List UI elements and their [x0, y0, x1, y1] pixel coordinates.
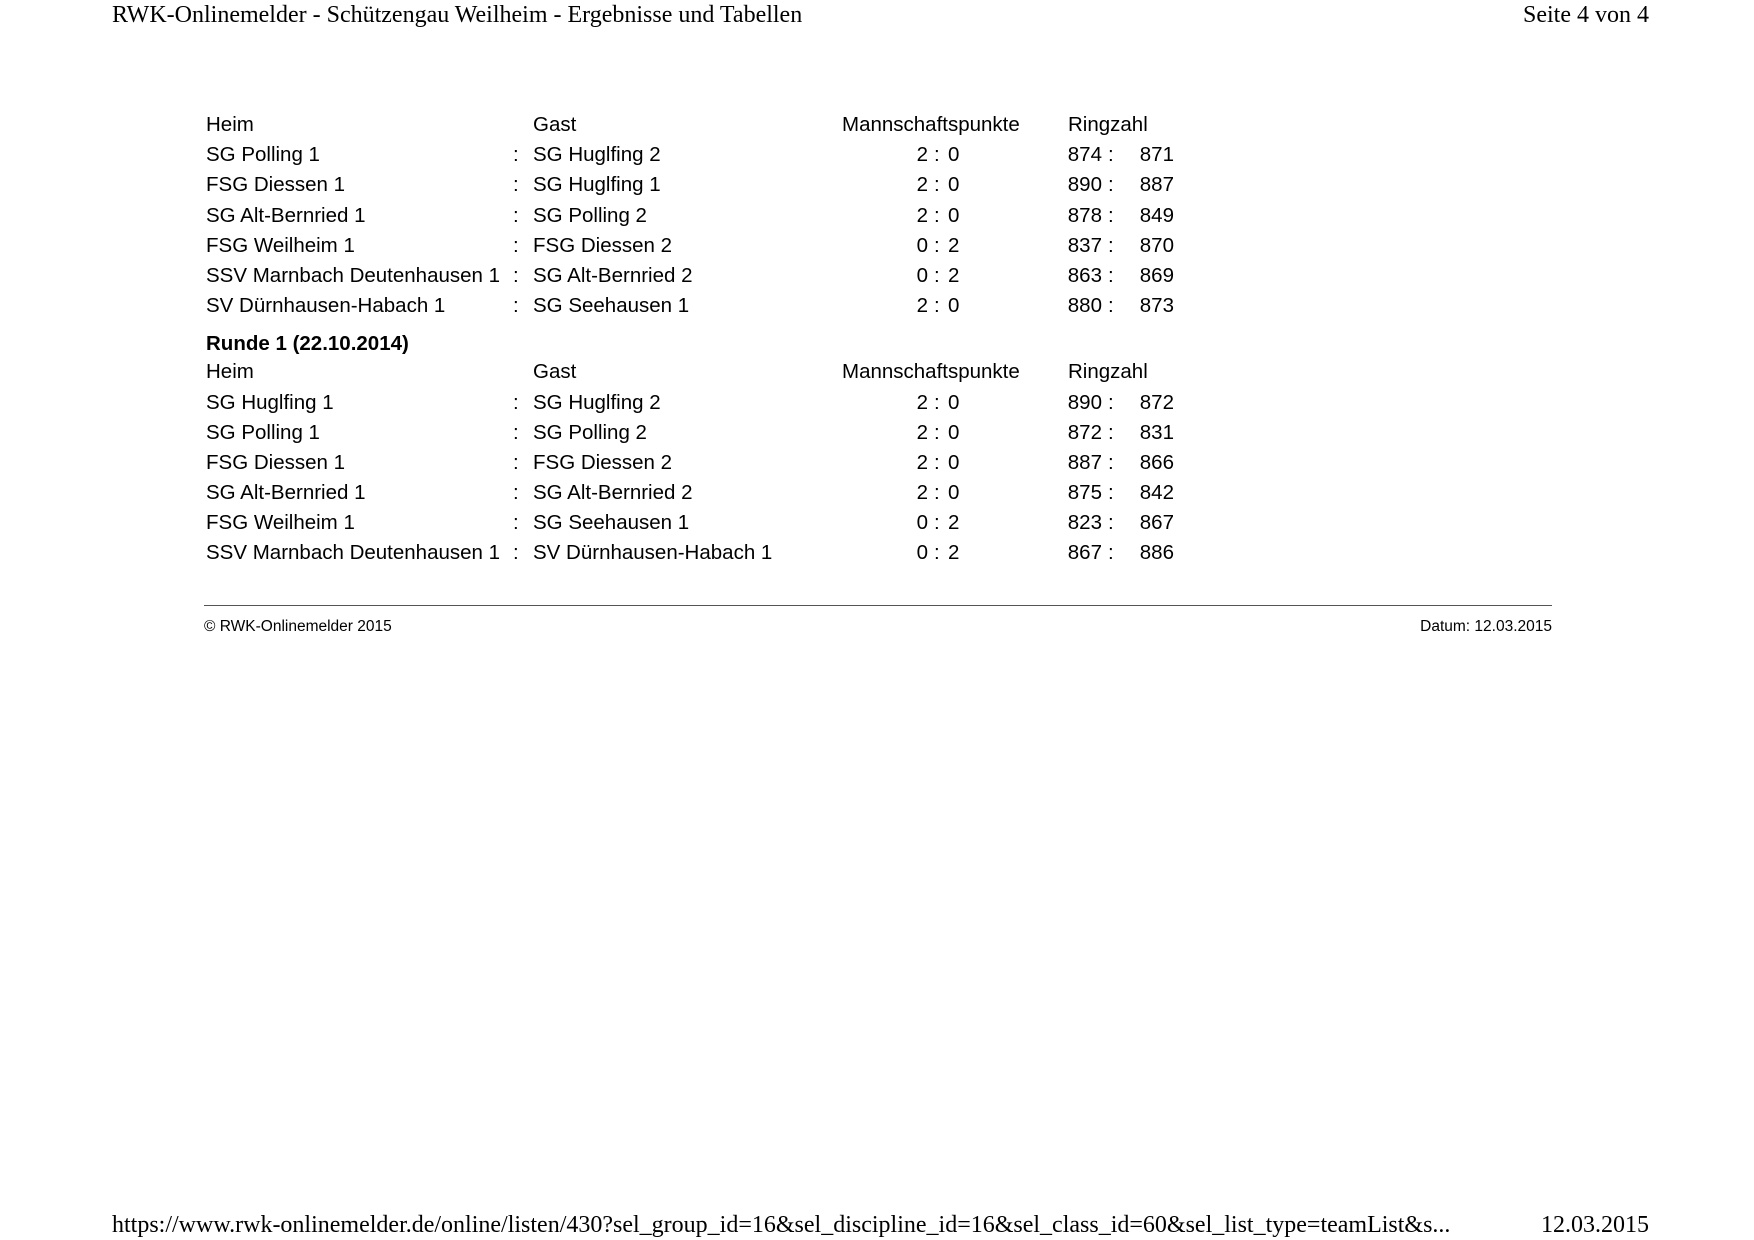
gast-team: SG Polling 2 — [533, 203, 647, 227]
match-row — [206, 291, 1206, 321]
mannschaftspunkte-gast: 2 — [948, 263, 960, 287]
mannschaftspunkte-heim: 2 — [916, 143, 928, 167]
ringzahl-heim: 823 — [1067, 511, 1102, 535]
match-separator: : — [513, 143, 519, 167]
mannschaftspunkte-gast: 0 — [948, 294, 960, 318]
match-separator: : — [513, 173, 519, 197]
ringzahl-heim: 872 — [1067, 420, 1102, 444]
round-1-title: Runde 1 (22.10.2014) — [206, 332, 409, 356]
match-separator: : — [513, 511, 519, 535]
match-row — [206, 478, 1206, 508]
mannschaftspunkte-gast: 0 — [948, 481, 960, 505]
mannschaftspunkte-heim: 0 — [916, 233, 928, 257]
print-footer-date: 12.03.2015 — [1541, 1212, 1649, 1238]
match-separator: : — [513, 390, 519, 414]
match-row — [206, 140, 1206, 170]
ringzahl-separator: : — [1108, 233, 1114, 257]
match-row — [206, 231, 1206, 261]
mannschaftspunkte-gast: 0 — [948, 450, 960, 474]
mannschaftspunkte-heim: 2 — [916, 173, 928, 197]
mannschaftspunkte-gast: 0 — [948, 143, 960, 167]
mannschaftspunkte-separator: : — [934, 450, 940, 474]
mannschaftspunkte-separator: : — [934, 294, 940, 318]
mannschaftspunkte-heim: 0 — [916, 541, 928, 565]
mannschaftspunkte-gast: 2 — [948, 541, 960, 565]
ringzahl-gast: 887 — [1139, 173, 1174, 197]
ringzahl-heim: 875 — [1067, 481, 1102, 505]
heim-team: SSV Marnbach Deutenhausen 1 — [206, 541, 501, 565]
mannschaftspunkte-separator: : — [934, 511, 940, 535]
print-header-page-number: Seite 4 von 4 — [1523, 2, 1649, 28]
heim-team: FSG Diessen 1 — [206, 173, 345, 197]
gast-team: SV Dürnhausen-Habach 1 — [533, 541, 773, 565]
footer-copyright: © RWK-Onlinemelder 2015 — [204, 618, 392, 635]
mannschaftspunkte-heim: 0 — [916, 511, 928, 535]
ringzahl-heim: 837 — [1067, 233, 1102, 257]
round-title — [206, 321, 1206, 357]
match-row — [206, 508, 1206, 538]
match-separator: : — [513, 233, 519, 257]
heim-team: SG Alt-Bernried 1 — [206, 203, 366, 227]
ringzahl-separator: : — [1108, 541, 1114, 565]
ringzahl-gast: 869 — [1139, 263, 1174, 287]
match-separator: : — [513, 541, 519, 565]
heim-team: SG Polling 1 — [206, 420, 320, 444]
mannschaftspunkte-heim: 0 — [916, 263, 928, 287]
mannschaftspunkte-heim: 2 — [916, 481, 928, 505]
match-separator: : — [513, 481, 519, 505]
mannschaftspunkte-gast: 2 — [948, 511, 960, 535]
match-row — [206, 418, 1206, 448]
gast-team: SG Huglfing 1 — [533, 173, 661, 197]
heim-team: FSG Weilheim 1 — [206, 233, 355, 257]
match-separator: : — [513, 263, 519, 287]
mannschaftspunkte-heim: 2 — [916, 420, 928, 444]
column-header-row — [206, 357, 1206, 387]
ringzahl-separator: : — [1108, 263, 1114, 287]
heim-team: SG Huglfing 1 — [206, 390, 334, 414]
footer-divider — [204, 605, 1552, 606]
ringzahl-gast: 867 — [1139, 511, 1174, 535]
ringzahl-heim: 878 — [1067, 203, 1102, 227]
ringzahl-separator: : — [1108, 173, 1114, 197]
ringzahl-separator: : — [1108, 143, 1114, 167]
mannschaftspunkte-gast: 0 — [948, 390, 960, 414]
heim-team: SG Polling 1 — [206, 143, 320, 167]
column-header-row — [206, 110, 1206, 140]
ringzahl-heim: 890 — [1067, 173, 1102, 197]
mannschaftspunkte-heim: 2 — [916, 390, 928, 414]
match-row — [206, 388, 1206, 418]
match-row — [206, 538, 1206, 568]
gast-team: SG Polling 2 — [533, 420, 647, 444]
ringzahl-heim: 880 — [1067, 294, 1102, 318]
heim-team: SV Dürnhausen-Habach 1 — [206, 294, 446, 318]
match-row — [206, 261, 1206, 291]
ringzahl-gast: 866 — [1139, 450, 1174, 474]
match-row — [206, 448, 1206, 478]
ringzahl-gast: 831 — [1139, 420, 1174, 444]
footer-date: Datum: 12.03.2015 — [1420, 618, 1552, 635]
ringzahl-separator: : — [1108, 450, 1114, 474]
mannschaftspunkte-separator: : — [934, 390, 940, 414]
mannschaftspunkte-gast: 0 — [948, 420, 960, 444]
ringzahl-heim: 863 — [1067, 263, 1102, 287]
ringzahl-gast: 849 — [1139, 203, 1174, 227]
ringzahl-separator: : — [1108, 390, 1114, 414]
column-header-ringzahl: Ringzahl — [1068, 360, 1148, 384]
mannschaftspunkte-heim: 2 — [916, 203, 928, 227]
ringzahl-gast: 871 — [1139, 143, 1174, 167]
ringzahl-separator: : — [1108, 511, 1114, 535]
gast-team: SG Alt-Bernried 2 — [533, 263, 693, 287]
ringzahl-separator: : — [1108, 294, 1114, 318]
print-footer-url: https://www.rwk-onlinemelder.de/online/listen/430?sel_group_id=16&sel_discipline_id=16&sel_class_id=60&sel_list_type=teamList&s... — [112, 1212, 1451, 1238]
ringzahl-gast: 886 — [1139, 541, 1174, 565]
mannschaftspunkte-separator: : — [934, 143, 940, 167]
print-header-title: RWK-Onlinemelder - Schützengau Weilheim - Ergebnisse und Tabellen — [112, 2, 803, 28]
column-header-gast: Gast — [533, 360, 577, 384]
mannschaftspunkte-gast: 0 — [948, 203, 960, 227]
column-header-mannschaftspunkte: Mannschaftspunkte — [842, 113, 1020, 136]
heim-team: FSG Weilheim 1 — [206, 511, 355, 535]
gast-team: SG Seehausen 1 — [533, 511, 690, 535]
ringzahl-heim: 867 — [1067, 541, 1102, 565]
ringzahl-gast: 842 — [1139, 481, 1174, 505]
mannschaftspunkte-heim: 2 — [916, 294, 928, 318]
mannschaftspunkte-separator: : — [934, 263, 940, 287]
column-header-gast: Gast — [533, 113, 577, 136]
ringzahl-gast: 870 — [1139, 233, 1174, 257]
mannschaftspunkte-separator: : — [934, 541, 940, 565]
ringzahl-heim: 874 — [1067, 143, 1102, 167]
gast-team: FSG Diessen 2 — [533, 233, 672, 257]
mannschaftspunkte-gast: 0 — [948, 173, 960, 197]
heim-team: SG Alt-Bernried 1 — [206, 481, 366, 505]
mannschaftspunkte-separator: : — [934, 173, 940, 197]
ringzahl-separator: : — [1108, 420, 1114, 444]
match-separator: : — [513, 420, 519, 444]
match-separator: : — [513, 203, 519, 227]
heim-team: SSV Marnbach Deutenhausen 1 — [206, 263, 501, 287]
ringzahl-separator: : — [1108, 203, 1114, 227]
ringzahl-heim: 890 — [1067, 390, 1102, 414]
mannschaftspunkte-separator: : — [934, 233, 940, 257]
gast-team: SG Seehausen 1 — [533, 294, 690, 318]
gast-team: SG Huglfing 2 — [533, 143, 661, 167]
match-separator: : — [513, 450, 519, 474]
column-header-heim: Heim — [206, 360, 254, 384]
ringzahl-gast: 873 — [1139, 294, 1174, 318]
mannschaftspunkte-separator: : — [934, 203, 940, 227]
ringzahl-separator: : — [1108, 481, 1114, 505]
mannschaftspunkte-separator: : — [934, 420, 940, 444]
gast-team: SG Alt-Bernried 2 — [533, 481, 693, 505]
mannschaftspunkte-heim: 2 — [916, 450, 928, 474]
heim-team: FSG Diessen 1 — [206, 450, 345, 474]
column-header-heim: Heim — [206, 113, 254, 136]
column-header-ringzahl: Ringzahl — [1068, 113, 1148, 136]
ringzahl-gast: 872 — [1139, 390, 1174, 414]
match-row — [206, 201, 1206, 231]
match-separator: : — [513, 294, 519, 318]
column-header-mannschaftspunkte: Mannschaftspunkte — [842, 360, 1020, 384]
gast-team: SG Huglfing 2 — [533, 390, 661, 414]
ringzahl-heim: 887 — [1067, 450, 1102, 474]
mannschaftspunkte-gast: 2 — [948, 233, 960, 257]
round-top-match-list — [206, 140, 1206, 321]
gast-team: FSG Diessen 2 — [533, 450, 672, 474]
mannschaftspunkte-separator: : — [934, 481, 940, 505]
match-row — [206, 170, 1206, 200]
round-1-match-list — [206, 388, 1206, 569]
results-section — [206, 110, 1206, 569]
